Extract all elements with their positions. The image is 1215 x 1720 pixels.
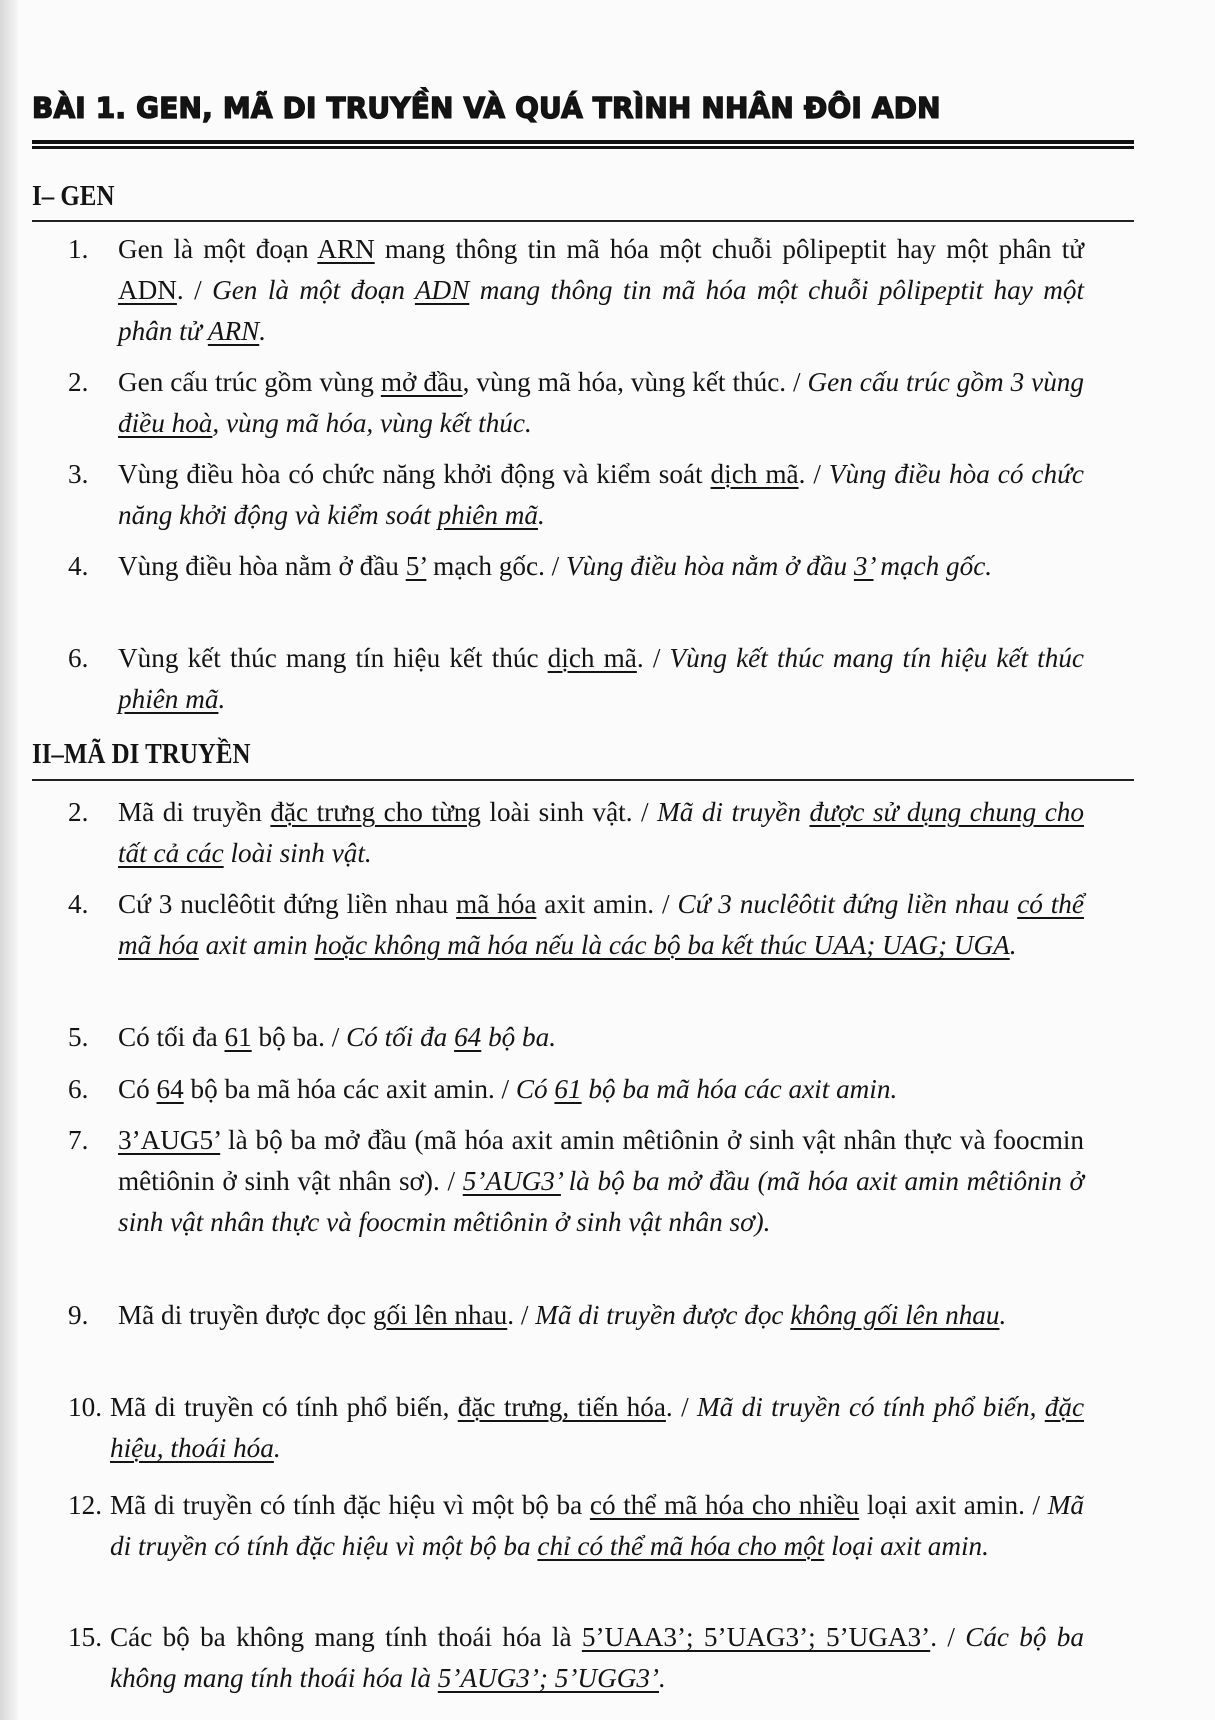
list-item xyxy=(70,546,1084,587)
text-run: . xyxy=(658,1663,666,1693)
item-number: 3. xyxy=(68,459,89,489)
text-run: loài sinh vật. xyxy=(223,838,372,868)
list-item xyxy=(70,792,1084,874)
list-item xyxy=(70,1617,1084,1699)
underlined-text: đặc trưng, tiến hóa xyxy=(457,1392,666,1422)
text-run: . xyxy=(999,1300,1007,1330)
text-run: bộ ba mã hóa các axit amin. xyxy=(581,1074,898,1104)
list-item xyxy=(70,638,1084,720)
text-run: loại axit amin. xyxy=(824,1531,989,1561)
item-number: 4. xyxy=(68,889,89,919)
underlined-text: ARN xyxy=(317,234,375,264)
item-number: 6. xyxy=(68,643,89,673)
underlined-text: 64 xyxy=(156,1074,184,1104)
text-run: Vùng điều hòa có chức năng khởi động và kiểm soát xyxy=(118,459,1084,530)
list-item xyxy=(70,362,1084,444)
underlined-text: dịch mã xyxy=(710,459,799,489)
underlined-text: 5’UAA3’; 5’UAG3’; 5’UGA3’ xyxy=(581,1622,931,1652)
list-item xyxy=(70,1069,1084,1110)
text-run: . xyxy=(538,500,545,530)
section-heading-ma-di-truyen: II–MÃ DI TRUYỀN xyxy=(32,738,251,770)
text-run: bộ ba mã hóa các axit amin. / xyxy=(183,1074,516,1104)
text-run: Có tối đa xyxy=(118,1022,225,1052)
text-run: . xyxy=(259,316,267,346)
item-text xyxy=(118,362,1084,444)
underlined-text: 3’AUG5’ xyxy=(118,1125,221,1155)
item-text xyxy=(110,1485,1084,1567)
text-run: Gen cấu trúc gồm vùng xyxy=(118,367,381,397)
text-run: Mã di truyền có tính đặc hiệu vì một bộ ba xyxy=(110,1490,1084,1561)
text-run: Mã di truyền có tính phổ biến, xyxy=(110,1392,458,1422)
text-run: , vùng mã hóa, vùng kết thúc. / xyxy=(462,367,808,397)
item-text xyxy=(118,1295,1084,1336)
item-number: 6. xyxy=(68,1074,89,1104)
section-heading-gen: I– GEN xyxy=(32,180,115,212)
text-run: mạch gốc. / xyxy=(426,551,567,581)
text-run: Cứ 3 nuclêôtit đứng liền nhau xyxy=(118,889,457,919)
underlined-text: mở đầu xyxy=(380,367,463,397)
text-run: Mã di truyền xyxy=(657,797,810,827)
text-run: loài sinh vật. / xyxy=(480,797,658,827)
text-run: . / xyxy=(636,643,670,673)
item-text xyxy=(118,1069,1084,1110)
text-run: mạch gốc. xyxy=(873,551,993,581)
underlined-text: điều hoà xyxy=(118,408,213,438)
text-run: . xyxy=(218,684,226,714)
underlined-text: đặc hiệu, thoái hóa xyxy=(110,1392,1085,1463)
page-binding-shadow xyxy=(0,0,18,1720)
underlined-text: 3’ xyxy=(853,551,874,581)
item-number: 2. xyxy=(68,797,89,827)
underlined-text: có thể mã hóa xyxy=(118,889,1084,960)
underlined-text: không gối lên nhau xyxy=(790,1300,1000,1330)
text-run: Có xyxy=(118,1074,157,1104)
text-run: . xyxy=(273,1433,281,1463)
text-run: Gen cấu trúc gồm 3 vùng xyxy=(807,367,1084,397)
item-number: 12. xyxy=(68,1490,102,1520)
text-run: . / xyxy=(665,1392,698,1422)
text-run: Có tối đa xyxy=(346,1022,455,1052)
text-run: . / xyxy=(798,459,829,489)
underlined-text: có thể mã hóa cho nhiều xyxy=(589,1490,860,1520)
list-item xyxy=(70,884,1084,966)
list-item xyxy=(70,1295,1084,1336)
item-text xyxy=(110,1617,1084,1699)
text-run: Mã di truyền được đọc xyxy=(118,1300,373,1330)
item-text xyxy=(118,792,1084,874)
item-text xyxy=(118,546,1084,587)
underlined-text: dịch mã xyxy=(547,643,637,673)
text-run: là bộ ba mở đầu (mã hóa axit amin mêtiônin ở sinh vật nhân thực và foocmin mêtiônin ở sinh vật nhân sơ). xyxy=(118,1166,1085,1237)
underlined-text: 61 xyxy=(554,1074,582,1104)
item-text xyxy=(118,1017,1084,1058)
underlined-text: ARN xyxy=(207,316,260,346)
underlined-text: hoặc không mã hóa nếu là các bộ ba kết thúc UAA; UAG; UGA xyxy=(314,930,1010,960)
item-number: 1. xyxy=(68,234,89,264)
text-run: Mã di truyền xyxy=(118,797,271,827)
text-run: Vùng điều hòa nằm ở đầu xyxy=(566,551,854,581)
item-number: 9. xyxy=(68,1300,89,1330)
text-run: , vùng mã hóa, vùng kết thúc. xyxy=(212,408,532,438)
text-run: Vùng kết thúc mang tín hiệu kết thúc xyxy=(669,643,1084,673)
text-run: loại axit amin. / xyxy=(859,1490,1048,1520)
list-item xyxy=(70,1120,1084,1243)
item-number: 2. xyxy=(68,367,89,397)
list-item xyxy=(70,454,1084,536)
section-rule xyxy=(32,779,1134,781)
item-number: 7. xyxy=(68,1125,89,1155)
underlined-text: 5’AUG3’; 5’UGG3’ xyxy=(437,1663,659,1693)
item-text xyxy=(118,229,1084,352)
item-text xyxy=(118,638,1084,720)
title-double-rule xyxy=(32,140,1134,150)
text-run: Gen là một đoạn xyxy=(212,275,415,305)
text-run: bộ ba. xyxy=(481,1022,557,1052)
underlined-text: phiên mã xyxy=(118,684,219,714)
text-run: mang thông tin mã hóa một chuỗi pôlipeptit hay một phân tử xyxy=(374,234,1084,264)
text-run: . / xyxy=(176,275,213,305)
text-run: . / xyxy=(930,1622,966,1652)
list-item xyxy=(70,1485,1084,1567)
item-number: 4. xyxy=(68,551,89,581)
item-text xyxy=(118,884,1084,966)
underlined-text: mã hóa xyxy=(456,889,537,919)
text-run: là bộ ba mở đầu (mã hóa axit amin mêtiônin ở sinh vật nhân thực và foocmin mêtiônin ở sinh vật nhân sơ). / xyxy=(118,1125,1084,1196)
underlined-text: chỉ có thể mã hóa cho một xyxy=(537,1531,825,1561)
underlined-text: được sử dụng chung cho tất cả các xyxy=(118,797,1084,868)
text-run: Có xyxy=(515,1074,555,1104)
title-rule-thin xyxy=(32,146,1134,149)
item-text xyxy=(118,454,1084,536)
underlined-text: gối lên nhau xyxy=(372,1300,508,1330)
underlined-text: 5’ xyxy=(405,551,427,581)
text-run: Vùng điều hòa có chức năng khởi động và kiểm soát xyxy=(118,459,711,489)
underlined-text: ADN xyxy=(118,275,177,305)
text-run: mang thông tin mã hóa một chuỗi pôlipeptit hay một phân tử xyxy=(118,275,1085,346)
text-run: Các bộ ba không mang tính thoái hóa là xyxy=(110,1622,582,1652)
list-item xyxy=(70,1387,1084,1469)
text-run: bộ ba. / xyxy=(251,1022,347,1052)
item-text xyxy=(110,1387,1084,1469)
underlined-text: phiên mã xyxy=(437,500,538,530)
text-run: Mã di truyền có tính đặc hiệu vì một bộ ba xyxy=(110,1490,590,1520)
list-item xyxy=(70,1017,1084,1058)
text-run: Vùng điều hòa nằm ở đầu xyxy=(118,551,406,581)
item-text xyxy=(118,1120,1084,1243)
underlined-text: 64 xyxy=(454,1022,482,1052)
item-number: 15. xyxy=(68,1622,102,1652)
text-run: . / xyxy=(507,1300,536,1330)
text-run: axit amin. / xyxy=(536,889,678,919)
item-number: 10. xyxy=(68,1392,102,1422)
underlined-text: 5’AUG3’ xyxy=(462,1166,561,1196)
text-run: Mã di truyền có tính phổ biến, xyxy=(697,1392,1045,1422)
text-run: Các bộ ba không mang tính thoái hóa là xyxy=(110,1622,1084,1693)
section-rule xyxy=(32,220,1134,222)
underlined-text: đặc trưng cho từng xyxy=(270,797,481,827)
list-item xyxy=(70,229,1084,352)
text-run: Vùng kết thúc mang tín hiệu kết thúc xyxy=(118,643,548,673)
text-run: Cứ 3 nuclêôtit đứng liền nhau xyxy=(677,889,1018,919)
text-run: Gen là một đoạn xyxy=(118,234,318,264)
text-run: . xyxy=(1009,930,1017,960)
title-rule-thick xyxy=(32,140,1134,144)
text-run: axit amin xyxy=(198,930,315,960)
lesson-title: BÀI 1. GEN, MÃ DI TRUYỀN VÀ QUÁ TRÌNH NHÂN ĐÔI ADN xyxy=(32,92,941,125)
text-run: Mã di truyền được đọc xyxy=(535,1300,791,1330)
underlined-text: ADN xyxy=(414,275,470,305)
underlined-text: 61 xyxy=(224,1022,252,1052)
item-number: 5. xyxy=(68,1022,89,1052)
